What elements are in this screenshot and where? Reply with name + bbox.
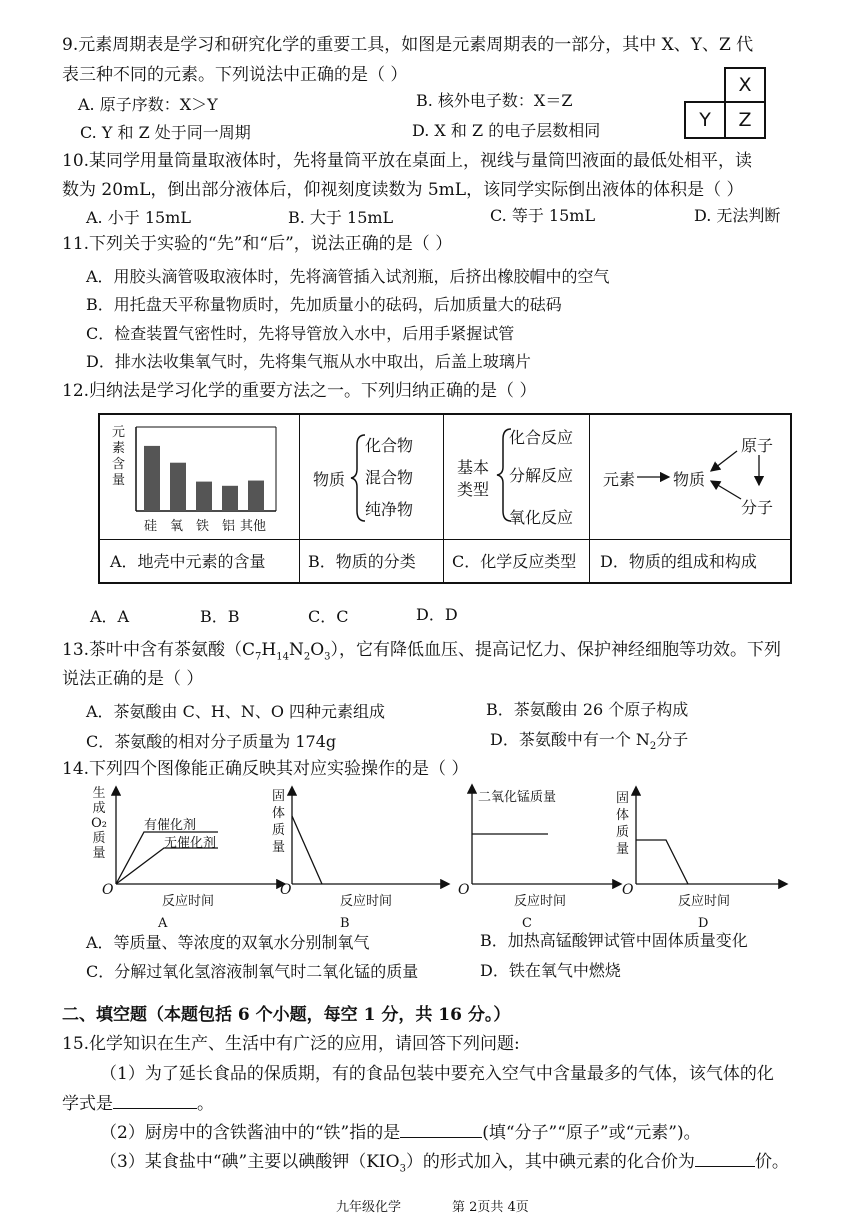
bar-3: [222, 486, 238, 511]
footer-page: 第 2页共 4页: [452, 1200, 529, 1215]
blank-1[interactable]: [113, 1092, 197, 1109]
bar-2: [196, 482, 212, 511]
q12-answer-c: C．C: [308, 607, 349, 626]
q11-stem: 11.下列关于实验的“先”和“后”，说法正确的是（ ）: [62, 234, 453, 254]
cell-z: Z: [724, 101, 766, 139]
b-item-2: 混合物: [365, 468, 414, 487]
d-top: 原子: [741, 436, 774, 455]
q12-c-reaction-types: [443, 415, 589, 539]
c-root-line1: 基本: [457, 458, 490, 477]
caption-b: B．物质的分类: [308, 552, 416, 571]
q14-graph-c: 二氧化锰质量 O 反应时间 C: [456, 782, 636, 934]
q13-stem-line2: 说法正确的是（ ）: [62, 669, 204, 689]
bar-label-4: 其他: [240, 519, 267, 534]
bar-0: [144, 446, 160, 511]
caption-d: D．物质的组成和构成: [600, 552, 757, 571]
bar-label-3: 铝: [222, 519, 236, 534]
bar-label-1: 氧: [170, 519, 184, 534]
c-root-line2: 类型: [457, 480, 490, 499]
caption-c: C．化学反应类型: [452, 552, 577, 571]
caption-a: A．地壳中元素的含量: [110, 552, 266, 571]
q9-stem-line1: 9.元素周期表是学习和研究化学的重要工具，如图是元素周期表的一部分，其中 X、Y、Z 代: [62, 35, 754, 55]
q11-option-a: A．用胶头滴管吸取液体时，先将滴管插入试剂瓶，后挤出橡胶帽中的空气: [86, 267, 610, 286]
q13-option-d: D．茶氨酸中有一个 $N_2$分子: [490, 730, 689, 753]
bar-4: [248, 481, 264, 511]
q14-option-c: C．分解过氧化氢溶液制氧气时二氧化锰的质量: [86, 962, 419, 981]
q12-d-composition: [589, 415, 790, 539]
q15-stem: 15.化学知识在生产、生活中有广泛的应用，请回答下列问题:: [62, 1034, 520, 1054]
q15-sub2: （2）厨房中的含铁酱油中的“铁”指的是 (填“分子”“原子”或“元素”)。: [100, 1123, 701, 1143]
q14-option-d: D．铁在氧气中燃烧: [480, 961, 621, 980]
q15-sub1-line2: 学式是 。: [62, 1094, 214, 1114]
q12-b-classification: [299, 415, 443, 539]
q15-sub3: （3）某食盐中“碘”主要以碘酸钾$(KIO_3)$的形式加入，其中碘元素的化合价为 价。: [100, 1152, 789, 1175]
c-item-2: 分解反应: [509, 466, 574, 485]
q9-option-a: A. 原子序数：X＞Y: [78, 95, 218, 114]
c-item-3: 氧化反应: [509, 508, 574, 527]
b-item-1: 化合物: [365, 436, 414, 455]
footer-subject: 九年级化学: [336, 1200, 402, 1215]
bar-1: [170, 463, 186, 511]
q10-stem-line2: 数为 20mL，倒出部分液体后，仰视刻度读数为 5mL，该同学实际倒出液体的体积是（ ）: [62, 180, 744, 200]
blank-2[interactable]: [400, 1121, 482, 1138]
q14-option-a: A．等质量、等浓度的双氧水分别制氧气: [86, 933, 370, 952]
graph-c-letter: C: [522, 916, 532, 931]
q13-option-c: C．茶氨酸的相对分子质量为 174g: [86, 732, 337, 751]
q14-graph-b: 固 体 质 量 O 反应时间 B: [272, 784, 452, 934]
b-root: 物质: [313, 470, 346, 489]
q14-graph-a: 生 成 O₂ 质 量 有催化剂 无催化剂 O 反应时间 A: [88, 784, 288, 934]
graph-d-letter: D: [698, 916, 709, 931]
q12-table: [98, 413, 792, 584]
bar-label-2: 铁: [196, 519, 210, 534]
q12-stem: 12.归纳法是学习化学的重要方法之一。下列归纳正确的是（ ）: [62, 381, 537, 401]
d-mid: 物质: [673, 470, 706, 489]
q9-option-b: B. 核外电子数：X＝Z: [416, 91, 573, 110]
q10-option-c: C. 等于 15mL: [490, 206, 596, 225]
q9-option-c: C. Y 和 Z 处于同一周期: [80, 123, 251, 142]
section2-title: 二、填空题（本题包括 6 个小题，每空 1 分，共 16 分。）: [62, 1005, 511, 1025]
q10-option-b: B. 大于 15mL: [288, 208, 394, 227]
q11-option-c: C．检查装置气密性时，先将导管放入水中，后用手紧握试管: [86, 324, 515, 343]
q11-option-b: B．用托盘天平称量物质时，先加质量小的砝码，后加质量大的砝码: [86, 295, 562, 314]
q14-option-b: B．加热高锰酸钾试管中固体质量变化: [480, 931, 748, 950]
q13-option-a: A．茶氨酸由 C、H、N、O 四种元素组成: [86, 702, 386, 721]
q12-answer-a: A．A: [90, 607, 130, 626]
bar-label-0: 硅: [144, 519, 158, 534]
d-bottom: 分子: [741, 498, 774, 517]
d-left: 元素: [603, 470, 636, 489]
graph-a-letter: A: [158, 916, 168, 931]
curve-label-no-catalyst: 无催化剂: [164, 836, 217, 851]
c-item-1: 化合反应: [509, 428, 574, 447]
blank-3[interactable]: [695, 1150, 755, 1167]
q12-answer-b: B．B: [200, 607, 240, 626]
q13-option-b: B．茶氨酸由 26 个原子构成: [486, 700, 689, 719]
q10-stem-line1: 10.某同学用量筒量取液体时，先将量筒平放在桌面上，视线与量筒凹液面的最低处相平，读: [62, 151, 753, 171]
b-item-3: 纯净物: [365, 500, 414, 519]
q11-option-d: D．排水法收集氧气时，先将集气瓶从水中取出，后盖上玻璃片: [86, 352, 531, 371]
q9-stem-line2: 表三种不同的元素。下列说法中正确的是（ ）: [62, 65, 408, 85]
q10-option-d: D. 无法判断: [694, 206, 781, 225]
q15-sub1-line1: （1）为了延长食品的保质期，有的食品包装中要充入空气中含量最多的气体，该气体的化: [100, 1064, 774, 1084]
q10-option-a: A. 小于 15mL: [86, 208, 191, 227]
q9-option-d: D. X 和 Z 的电子层数相同: [412, 121, 601, 140]
q12-answer-d: D．D: [416, 605, 458, 624]
cell-x: X: [724, 67, 766, 103]
q14-stem: 14.下列四个图像能正确反映其对应实验操作的是（ ）: [62, 759, 469, 779]
chart-ylabel: 元素含量: [112, 425, 126, 488]
curve-label-catalyst: 有催化剂: [144, 818, 197, 833]
graph-b-letter: B: [340, 916, 350, 931]
q14-graph-d: 固 体 质 量 O 反应时间 D: [614, 784, 794, 934]
q13-stem-line1: 13.茶叶中含有茶氨酸$(C_7H_{14}N_2O_3)$，它有降低血压、提高记忆力、保护神经细胞等功效。下列: [62, 640, 782, 663]
q12-a-chart: [100, 415, 299, 539]
cell-y: Y: [684, 101, 726, 139]
